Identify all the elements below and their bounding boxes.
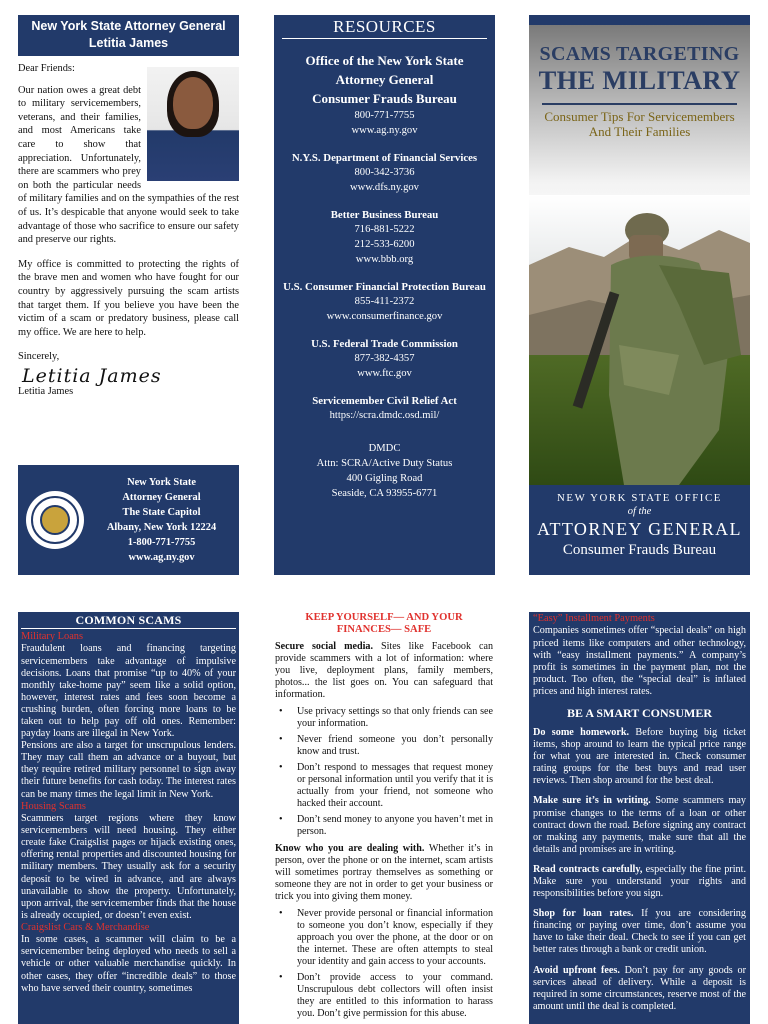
resource-name: Servicemember Civil Relief Act [312, 395, 457, 407]
office-line: NEW YORK STATE OFFICE [556, 492, 722, 504]
keep-safe-title [275, 612, 493, 637]
scam-paragraph: Scammers target regions where they know servicemembers will need housing. They either create fake Craigslist pages or hijack existing ones, offering rental properties and discounted housing for military members. They usually ask for a security deposit to be wired in advance, and are always unavailable to show the property. Unfortunately, upon arrival, the servicemember finds that the house is already occupied, or doesn’t even exist. [21, 813, 236, 921]
smart-tip-lead: Make sure it’s in writing. [533, 795, 651, 807]
contact-line-3: The State Capitol [122, 507, 201, 518]
common-scams-panel [18, 612, 239, 1024]
state-seal-icon [26, 491, 84, 549]
resource-name: U.S. Federal Trade Commission [311, 338, 458, 350]
resource-detail: 212-533-6200 [354, 239, 415, 250]
handwritten-signature: Letitia James [22, 364, 162, 387]
smart-tip [533, 727, 746, 787]
resource-entry [274, 151, 495, 195]
bullet-item: • Don’t respond to messages that request money or personal information until you verify that it is actually from your friend, not someone who hacked their account. [275, 762, 493, 810]
cover-office-block [529, 485, 750, 575]
know-who-text: Whether it’s in person, over the phone or on the internet, scam artists will sometimes portray themselves as something or someone they are not in order to get your business or trick you into giving them money. [275, 842, 494, 902]
cover-subtitle-line-1: Consumer Tips For Servicemembers [544, 109, 735, 124]
easy-installment-text: Companies sometimes offer “special deals” on high priced items like computers and other technology, with “easy installment payments.” A company’s profit is sometimes in the payment plan, not the product. Too often, the “special deal” is inflated prices and high interest rates. [533, 625, 746, 697]
smart-tip-text: Before buying big ticket items, shop around to learn the typical price range for what you are interested in. Check consumer rating groups for the best buys and read user reviews. Then shop around for the best deal. [533, 726, 746, 787]
scam-heading: Craigslist Cars & Merchandise [21, 921, 150, 933]
ag-contact-box [18, 465, 239, 575]
contact-line-2: Attorney General [122, 492, 201, 503]
resource-detail: Attn: SCRA/Active Duty Status [316, 458, 453, 469]
resource-detail: 800-771-7755 [354, 110, 415, 121]
resource-name: Attorney General [335, 72, 434, 87]
ag-contact-lines [84, 475, 239, 565]
smart-tip-lead: Shop for loan rates. [533, 908, 634, 920]
header-title: New York State Attorney General [31, 19, 226, 33]
keep-safe-panel [273, 612, 495, 1024]
smart-tip [533, 795, 746, 855]
resources-list [274, 51, 495, 501]
cover-subtitle [529, 109, 750, 139]
letter-paragraph-2: My office is committed to protecting the rights of the brave men and women who have fought for our country by aggressively pursuing the scam artists that target them. If you believe you have been the victim of a scam or predatory business, please call my office. We are here to help. [18, 258, 239, 338]
bureau-line: Consumer Frauds Bureau [562, 542, 717, 558]
keep-safe-body [275, 641, 493, 1020]
resource-entry [274, 394, 495, 423]
know-who-lead: Know who you are dealing with. [275, 842, 425, 854]
smart-tip-text: Don’t pay for any goods or services ahead of delivery. While a deposit is required in some circumstances, reserve most of the amount until the deal is completed. [533, 964, 746, 1012]
contact-phone: 1-800-771-7755 [127, 537, 196, 548]
letter-closing: Sincerely, [18, 351, 60, 363]
scam-paragraph: In some cases, a scammer will claim to be a servicemember being deployed who needs to sell a vehicle or other valuable merchandise quickly. In other cases, they offer “incredible deals” to those who have served their country, sometimes [21, 934, 236, 994]
smart-consumer-list [533, 727, 746, 1013]
attorney-general-photo [147, 67, 239, 181]
smart-tip-lead: Avoid upfront fees. [533, 964, 620, 976]
bullet-item: • Never provide personal or financial information to someone you don’t know, especially if they approach you over the phone, at the door or on the internet. These are often attempts to steal your identity and gain access to your accounts. [275, 908, 493, 968]
common-scams-list [21, 631, 236, 995]
smart-tip-lead: Read contracts carefully, [533, 863, 643, 875]
resource-link[interactable]: www.dfs.ny.gov [350, 182, 419, 193]
resource-detail: 877-382-4357 [354, 353, 415, 364]
contact-line-4: Albany, New York 12224 [106, 522, 217, 533]
letter-paragraph-1: Our nation owes a great debt to military servicemembers, veterans, and their families, and most Americans take care to show that appreciation. Unfortunately, there are scammers who prey on both the particular needs of military families and on the sympathies of the rest of us. It’s despicable that anyone would seek to take advantage of those who sacrifice to ensure our safety and preserve our rights. [18, 84, 239, 246]
cover-subtitle-line-2: And Their Families [588, 124, 691, 139]
know-who-bullets [275, 908, 493, 1020]
letter-header [18, 15, 239, 56]
resource-detail: 716-881-5222 [354, 224, 415, 235]
resource-detail: 800-342-3736 [354, 167, 415, 178]
easy-installment-heading: “Easy” Installment Payments [533, 613, 655, 624]
resource-name: N.Y.S. Department of Financial Services [291, 152, 478, 164]
portrait-face-shape [173, 77, 213, 129]
smart-tip [533, 864, 746, 900]
resource-name: Consumer Frauds Bureau [312, 91, 457, 106]
resources-title: RESOURCES [282, 17, 487, 39]
resource-link[interactable]: www.ftc.gov [357, 368, 412, 379]
resource-name: Office of the New York State [305, 53, 464, 68]
resource-detail: 400 Gigling Road [346, 473, 423, 484]
smart-tip-text: Some scammers may promise changes to the terms of a loan or other contract down the road. Before signing any contract or making any payments, make sure that all the details and promises are in writing. [533, 795, 746, 855]
keep-safe-title-line-1: KEEP YOURSELF— AND YOUR [305, 612, 463, 623]
bullet-item: • Never friend someone you don’t personally know and trust. [275, 734, 493, 758]
common-scams-title: COMMON SCAMS [21, 613, 236, 629]
letter-greeting: Dear Friends: [18, 63, 75, 74]
smart-tip [533, 965, 746, 1013]
soldier-illustration [529, 195, 750, 485]
letter-panel [18, 15, 239, 575]
resource-name: Better Business Bureau [330, 209, 439, 221]
resource-link[interactable]: https://scra.dmdc.osd.mil/ [329, 410, 440, 421]
social-media-lead: Secure social media. [275, 640, 373, 652]
resource-link[interactable]: www.ag.ny.gov [351, 125, 418, 136]
bullet-item: • Don’t provide access to your command. Unscrupulous debt collectors will often insist they are entitled to this information to harass you. Don’t give permission for this abuse. [275, 972, 493, 1020]
resource-entry [274, 337, 495, 381]
smart-consumer-title: BE A SMART CONSUMER [566, 705, 713, 720]
letter-signed-name: Letitia James [18, 386, 74, 398]
social-media-bullets [275, 706, 493, 838]
cover-title-line-2: THE MILITARY [538, 65, 741, 95]
resource-link[interactable]: www.consumerfinance.gov [326, 311, 443, 322]
cover-panel [529, 15, 750, 575]
resource-link[interactable]: www.bbb.org [355, 254, 414, 265]
scam-paragraph: Pensions are also a target for unscrupulous lenders. They may call them an advance or a buyout, but they require retired military personnel to sign away their future benefits for cash today. The interest rates can be many times the legal limit in New York. [21, 740, 236, 800]
resource-entry [274, 51, 495, 138]
smart-consumer-panel [529, 612, 750, 1024]
resource-entry [274, 441, 495, 501]
resource-name: U.S. Consumer Financial Protection Bureau [283, 281, 486, 293]
social-media-paragraph [275, 641, 493, 701]
resource-detail: 855-411-2372 [354, 296, 415, 307]
bullet-item: • Use privacy settings so that only friends can see your information. [275, 706, 493, 730]
of-the-line: of the [627, 506, 652, 517]
smart-tip-text: If you are considering financing or paying over time, don’t assume you have to take their deal. Check to see if you can get better rates through a bank or credit union. [533, 908, 746, 956]
cover-title-line-1: SCAMS TARGETING [539, 43, 740, 65]
cover-divider [542, 103, 737, 105]
keep-safe-title-line-2: FINANCES— SAFE [336, 624, 432, 636]
attorney-general-line: ATTORNEY GENERAL [537, 519, 742, 539]
resource-detail: Seaside, CA 93955-6771 [331, 488, 438, 499]
social-media-text: Sites like Facebook can provide scammers with a lot of information: where you live, deployment plans, family members, photos... the list goes on. You can safeguard that information. [275, 640, 494, 700]
contact-web-link[interactable]: www.ag.ny.gov [128, 552, 195, 563]
smart-tip-text: especially the fine print. Make sure you understand your rights and responsibilities before you sign. [533, 863, 746, 900]
resources-panel [274, 15, 495, 575]
resource-detail: DMDC [368, 443, 401, 454]
contact-line-1: New York State [127, 477, 196, 488]
smart-tip-lead: Do some homework. [533, 726, 630, 738]
bullet-item: • Don’t send money to anyone you haven’t met in person. [275, 814, 493, 838]
scam-heading: Military Loans [21, 631, 84, 642]
letter-body [18, 62, 239, 399]
scam-heading: Housing Scams [21, 800, 86, 812]
smart-tip [533, 908, 746, 956]
resource-entry [274, 208, 495, 267]
scam-paragraph: Fraudulent loans and financing targeting servicemembers take advantage of impulsive decisions. Loans that promise “up to 40% of your monthly take-home pay” seem like a solid option, however, interest rates and fees soon become a crushing burden, often forcing more loans to be taken out to help pay off old ones. Remember: payday loans are illegal in New York. [21, 643, 236, 740]
resource-entry [274, 280, 495, 324]
header-name: Letitia James [88, 36, 169, 50]
know-who-paragraph [275, 843, 493, 903]
